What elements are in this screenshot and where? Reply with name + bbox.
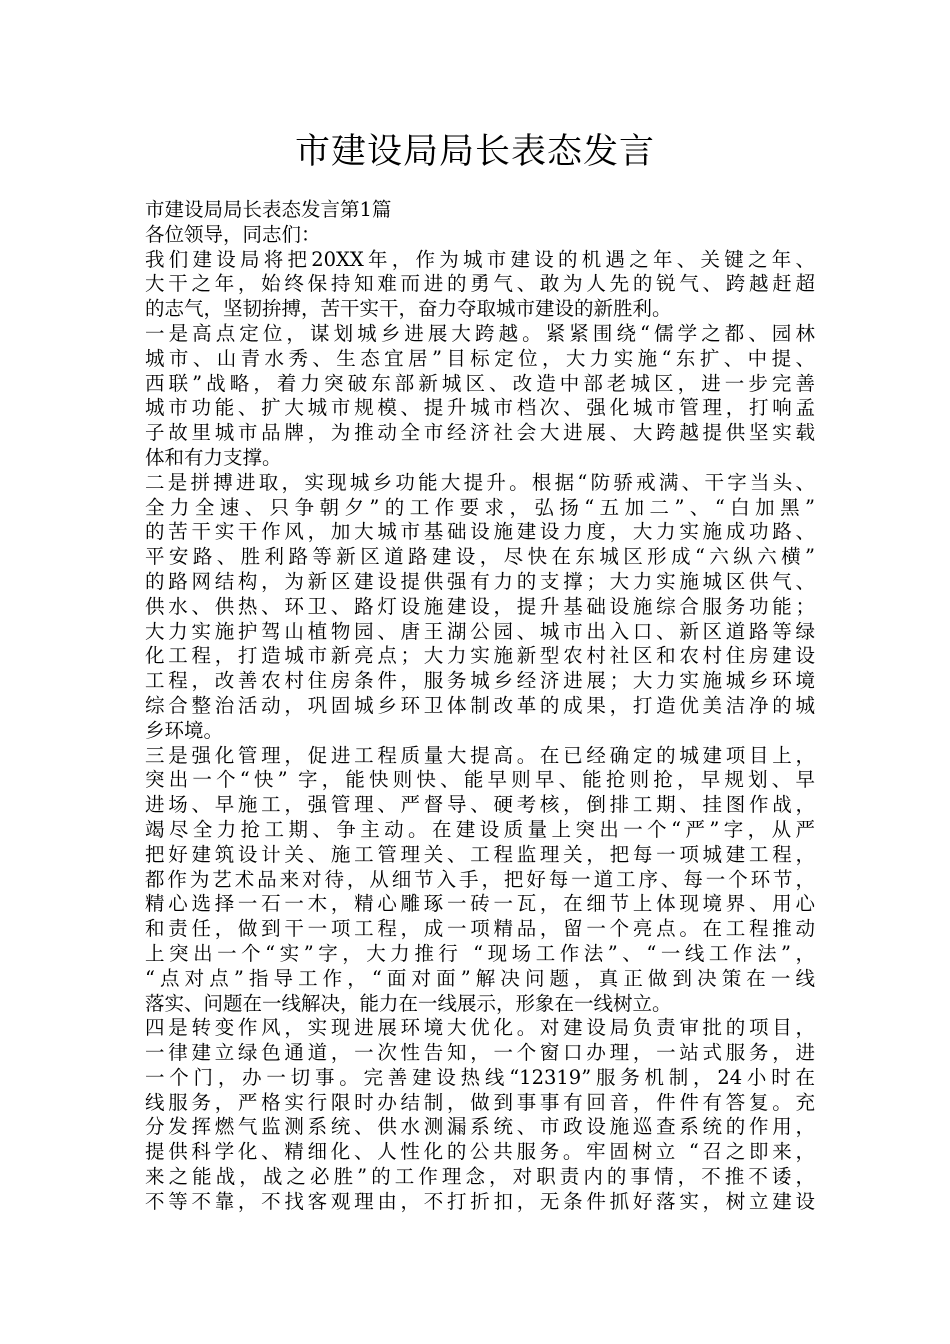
text-line: 市建设局局长表态发言第1篇 [145, 198, 392, 221]
text-line: 都作为艺术品来对待，从细节入手，把好每一道工序、每一个环节， [145, 867, 815, 891]
text-line: 大干之年，始终保持知难而进的勇气、敢为人先的锐气、跨越赶超 [145, 272, 815, 296]
text-line: 城市、山青水秀、生态宜居”目标定位，大力实施“东扩、中提、 [145, 346, 815, 370]
text-line: 供水、供热、环卫、路灯设施建设，提升基础设施综合服务功能； [145, 594, 815, 618]
text-line: 体和有力支撑。 [145, 445, 282, 469]
text-line: 二是拼搏进取，实现城乡功能大提升。根据“防骄戒满、干字当头、 [145, 470, 815, 494]
text-line: 的路网结构，为新区建设提供强有力的支撑；大力实施城区供气、 [145, 569, 815, 593]
text-line: 上突出一个“实”字，大力推行 “现场工作法”、“一线工作法”， [145, 941, 815, 965]
text-line: 分发挥燃气监测系统、供水测漏系统、市政设施巡查系统的作用， [145, 1115, 815, 1139]
text-line: 不等不靠，不找客观理由，不打折扣，无条件抓好落实，树立建设 [145, 1189, 815, 1213]
text-line: 竭尽全力抢工期、争主动。在建设质量上突出一个“严”字，从严 [145, 817, 815, 841]
text-line: 西联”战略，着力突破东部新城区、改造中部老城区，进一步完善 [145, 371, 815, 395]
text-line: 我们建设局将把20XX年，作为城市建设的机遇之年、关键之年、 [145, 247, 815, 271]
text-line: 三是强化管理，促进工程质量大提高。在已经确定的城建项目上， [145, 743, 815, 767]
text-line: 全力全速、只争朝夕”的工作要求，弘扬“五加二”、“白加黑” [145, 495, 815, 519]
text-line: 落实、问题在一线解决，能力在一线展示，形象在一线树立。 [145, 991, 672, 1015]
text-line: 精心选择一石一木，精心雕琢一砖一瓦，在细节上体现境界、用心 [145, 892, 815, 916]
text-line: 子故里城市品牌，为推动全市经济社会大进展、大跨越提供坚实载 [145, 421, 815, 445]
text-line: 的志气，坚韧拚搏，苦干实干，奋力夺取城市建设的新胜利。 [145, 297, 672, 321]
text-line: 综合整治活动，巩固城乡环卫体制改革的成果，打造优美洁净的城 [145, 693, 815, 717]
text-line: 城市功能、扩大城市规模、提升城市档次、强化城市管理，打响孟 [145, 396, 815, 420]
text-line: 化工程，打造城市新亮点；大力实施新型农村社区和农村住房建设 [145, 644, 815, 668]
text-line: 一个门，办一切事。完善建设热线“12319”服务机制，24小时在 [145, 1065, 815, 1089]
text-line: 突出一个“快” 字，能快则快、能早则早、能抢则抢，早规划、早 [145, 768, 815, 792]
text-line: “点对点”指导工作，“面对面”解决问题，真正做到决策在一线 [145, 966, 815, 990]
text-line: 大力实施护驾山植物园、唐王湖公园、城市出入口、新区道路等绿 [145, 619, 815, 643]
text-line: 一律建立绿色通道，一次性告知，一个窗口办理，一站式服务，进 [145, 1041, 815, 1065]
text-line: 乡环境。 [145, 718, 224, 742]
text-line: 平安路、胜利路等新区道路建设，尽快在东城区形成“六纵六横” [145, 545, 815, 569]
text-line: 来之能战，战之必胜”的工作理念，对职责内的事情，不推不诿， [145, 1165, 815, 1189]
text-line: 和责任，做到干一项工程，成一项精品，留一个亮点。在工程推动 [145, 917, 815, 941]
text-line: 工程，改善农村住房条件，服务城乡经济进展；大力实施城乡环境 [145, 669, 815, 693]
text-line: 线服务，严格实行限时办结制，做到事事有回音，件件有答复。充 [145, 1090, 815, 1114]
text-line: 一是高点定位，谋划城乡进展大跨越。紧紧围绕“儒学之都、园林 [145, 321, 815, 345]
text-line: 提供科学化、精细化、人性化的公共服务。牢固树立 “召之即来， [145, 1140, 815, 1164]
text-line: 进场、早施工，强管理、严督导、硬考核，倒排工期、挂图作战， [145, 793, 815, 817]
text-line: 的苦干实干作风，加大城市基础设施建设力度，大力实施成功路、 [145, 520, 815, 544]
text-line: 把好建筑设计关、施工管理关、工程监理关，把每一项城建工程， [145, 842, 815, 866]
text-line: 四是转变作风，实现进展环境大优化。对建设局负责审批的项目， [145, 1016, 815, 1040]
text-line: 各位领导，同志们： [145, 222, 321, 246]
document-title: 市建设局局长表态发言 [294, 132, 655, 172]
document-body [145, 198, 815, 1215]
